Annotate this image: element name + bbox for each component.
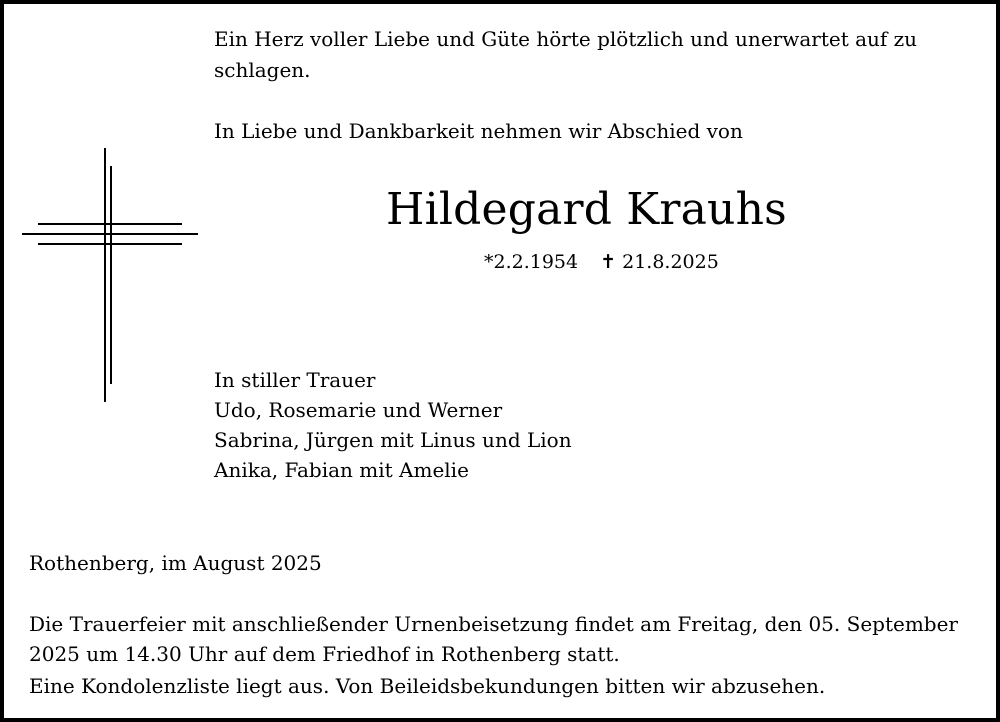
mourners-list: [214, 365, 572, 485]
place-date: Rothenberg, im August 2025: [29, 551, 322, 575]
mourner-line: Anika, Fabian mit Amelie: [214, 458, 469, 482]
mourner-line: Sabrina, Jürgen mit Linus und Lion: [214, 428, 572, 452]
deceased-name: Hildegard Krauhs: [386, 184, 787, 235]
intro-text: Ein Herz voller Liebe und Güte hörte plötzlich und unerwartet auf zu schlagen.: [214, 27, 918, 82]
death-date-group: [600, 251, 719, 273]
death-cross-icon: ✝: [600, 251, 617, 273]
ceremony-info: Die Trauerfeier mit anschließender Urnenbeisetzung findet am Freitag, den 05. September 2025 um 14.30 Uhr auf dem Friedhof in Rothenberg statt.: [29, 612, 958, 666]
mourner-line: Udo, Rosemarie und Werner: [214, 398, 503, 422]
life-dates: [484, 249, 719, 275]
cross-icon: [20, 148, 200, 404]
mourners-heading: In stiller Trauer: [214, 368, 376, 392]
farewell-text: In Liebe und Dankbarkeit nehmen wir Abschied von: [214, 119, 743, 143]
birth-date: *2.2.1954: [484, 251, 579, 273]
death-date: 21.8.2025: [622, 251, 719, 273]
condolence-info: Eine Kondolenzliste liegt aus. Von Beileidsbekundungen bitten wir abzusehen.: [29, 674, 826, 698]
